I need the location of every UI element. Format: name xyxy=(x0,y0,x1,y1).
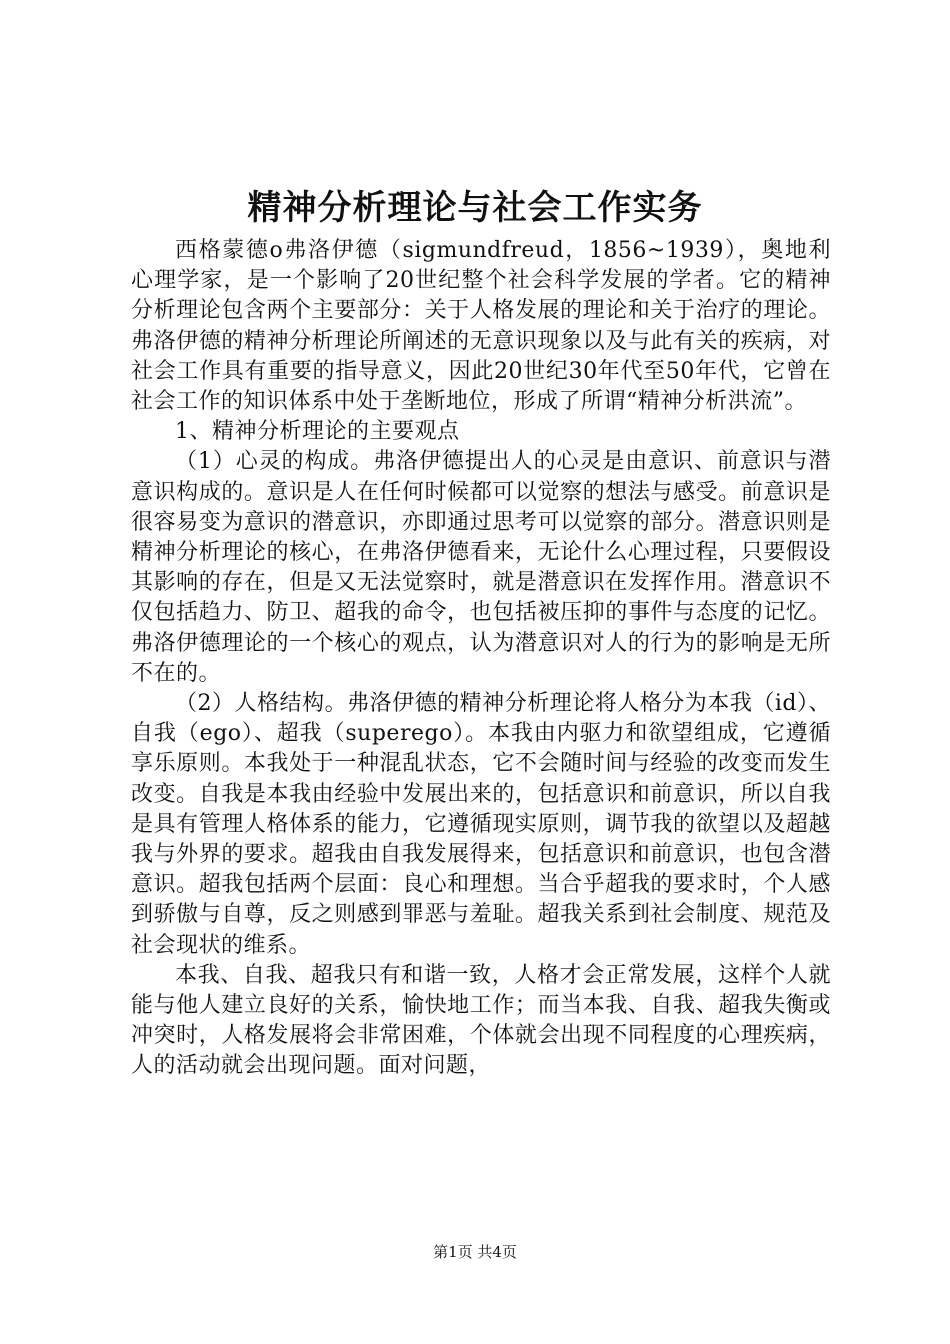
document-title: 精神分析理论与社会工作实务 xyxy=(247,188,703,228)
paragraph-intro: 西格蒙德ο弗洛伊德（sigmundfreud，1856~1939），奥地利心理学家，是一个影响了20世纪整个社会科学发展的学者。它的精神分析理论包含两个主要部分：关于人格发展的理论和关于治疗的理论。弗洛伊德的精神分析理论所阐述的无意识现象以及与此有关的疾病，对社会工作具有重要的指导意义，因此20世纪30年代至50年代，它曾在社会工作的知识体系中处于垄断地位，形成了所谓“精神分析洪流”。 xyxy=(131,238,831,415)
paragraph-harmony: 本我、自我、超我只有和谐一致，人格才会正常发展，这样个人就能与他人建立良好的关系，愉快地工作；而当本我、自我、超我失衡或冲突时，人格发展将会非常困难，个体就会出现不同程度的心理疾病，人的活动就会出现问题。面对问题， xyxy=(131,962,831,1079)
paragraph-personality-structure: （2）人格结构。弗洛伊德的精神分析理论将人格分为本我（id）、自我（ego）、超我（superego）。本我由内驱力和欲望组成，它遵循享乐原则。本我处于一种混乱状态，它不会随时间与经验的改变而发生改变。自我是本我由经验中发展出来的，包括意识和前意识，所以自我是具有管理人格体系的能力，它遵循现实原则，调节我的欲望以及超越我与外界的要求。超我由自我发展得来，包括意识和前意识，也包含潜意识。超我包括两个层面：良心和理想。当合乎超我的要求时，个人感到骄傲与自尊，反之则感到罪恶与羞耻。超我关系到社会制度、规范及社会现状的维系。 xyxy=(131,691,831,958)
paragraph-mind-structure: （1）心灵的构成。弗洛伊德提出人的心灵是由意识、前意识与潜意识构成的。意识是人在任何时候都可以觉察的想法与感受。前意识是很容易变为意识的潜意识，亦即通过思考可以觉察的部分。潜意识则是精神分析理论的核心，在弗洛伊德看来，无论什么心理过程，只要假设其影响的存在，但是又无法觉察时，就是潜意识在发挥作用。潜意识不仅包括趋力、防卫、超我的命令，也包括被压抑的事件与态度的记忆。弗洛伊德理论的一个核心的观点，认为潜意识对人的行为的影响是无所不在的。 xyxy=(131,449,831,686)
page-footer: 第1页 共4页 xyxy=(433,1243,517,1261)
section-heading: 1、精神分析理论的主要观点 xyxy=(175,419,460,445)
document-body xyxy=(131,236,831,1082)
